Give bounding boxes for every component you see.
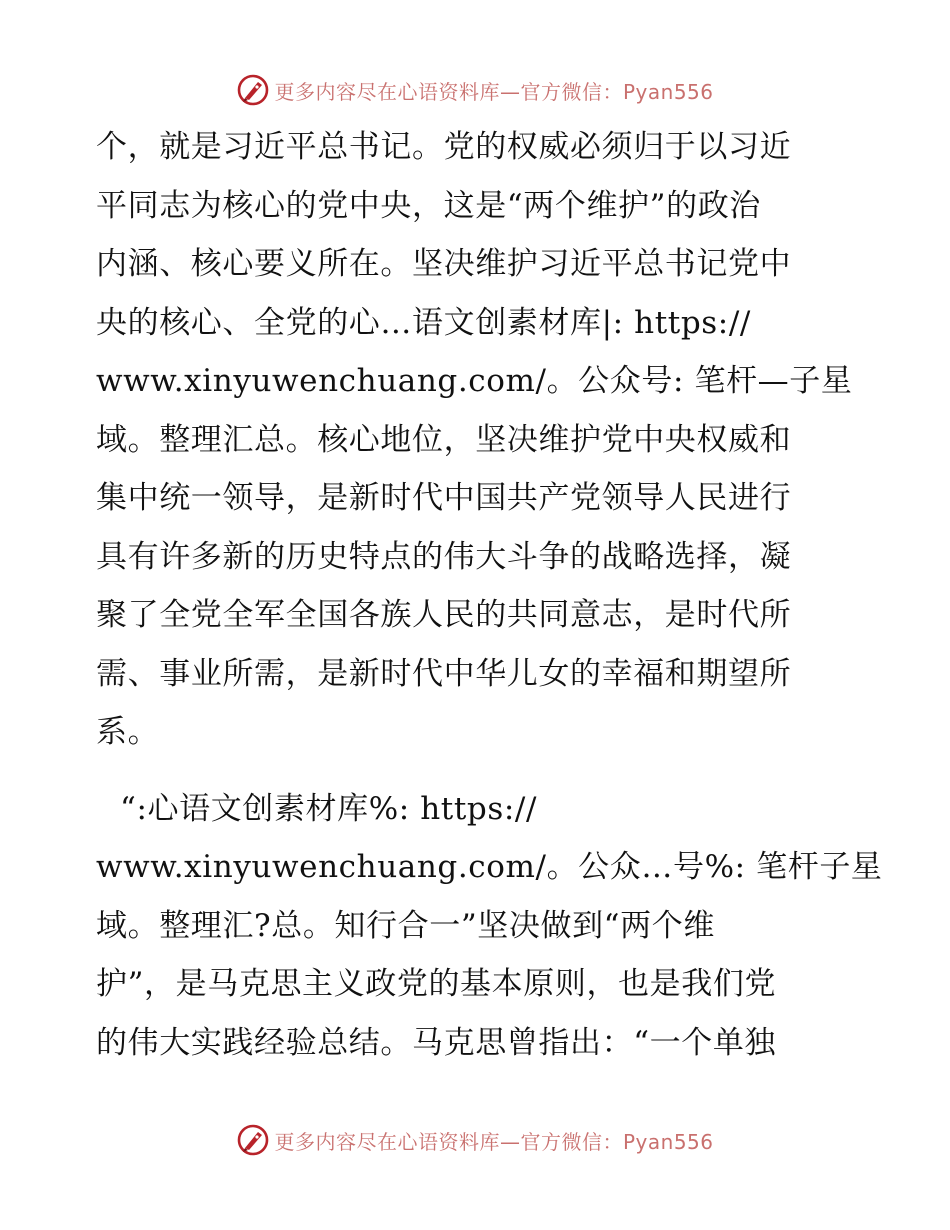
header-banner-text: 更多内容尽在心语资料库—官方微信：Pyan556	[274, 79, 714, 104]
text-line: www.xinyuwenchuang.com/。公众…号%: 笔杆子星	[96, 849, 883, 885]
text-line: 聚了全党全军全国各族人民的共同意志，是时代所	[96, 597, 792, 633]
text-line: 具有许多新的历史特点的伟大斗争的战略选择，凝	[96, 538, 792, 575]
text-line: www.xinyuwenchuang.com/。公众号: 笔杆—子星	[96, 363, 853, 399]
text-line: 系。	[96, 714, 160, 750]
text-line: 平同志为核心的党中央，这是“两个维护”的政治	[96, 187, 761, 224]
text-line: 的伟大实践经验总结。马克思曾指出：“一个单独	[96, 1024, 777, 1061]
paragraph-1	[96, 118, 856, 762]
header-banner	[0, 70, 950, 110]
header-wechat-account: Pyan556	[622, 79, 714, 104]
text-line: 央的核心、全党的心…语文创素材库|: https://	[96, 304, 751, 341]
text-line: “:心语文创素材库%: https://	[120, 790, 538, 827]
pen-logo-icon	[236, 73, 270, 107]
paragraph-2	[96, 780, 883, 1073]
text-line: 域。整理汇?总。知行合一”坚决做到“两个维	[96, 907, 715, 944]
footer-banner	[0, 1120, 950, 1160]
footer-banner-text: 更多内容尽在心语资料库—官方微信：Pyan556	[274, 1129, 714, 1154]
text-line: 护”，是马克思主义政党的基本原则，也是我们党	[96, 966, 777, 1002]
text-line: 需、事业所需，是新时代中华儿女的幸福和期望所	[96, 655, 792, 692]
text-line: 个，就是习近平总书记。党的权威必须归于以习近	[96, 129, 792, 165]
text-line: 域。整理汇总。核心地位，坚决维护党中央权威和	[96, 421, 792, 458]
text-line: 内涵、核心要义所在。坚决维护习近平总书记党中	[96, 246, 792, 282]
text-line: 集中统一领导，是新时代中国共产党领导人民进行	[96, 480, 792, 516]
pen-logo-icon	[236, 1123, 270, 1157]
footer-wechat-account: Pyan556	[622, 1129, 714, 1154]
document-body	[96, 118, 883, 1072]
